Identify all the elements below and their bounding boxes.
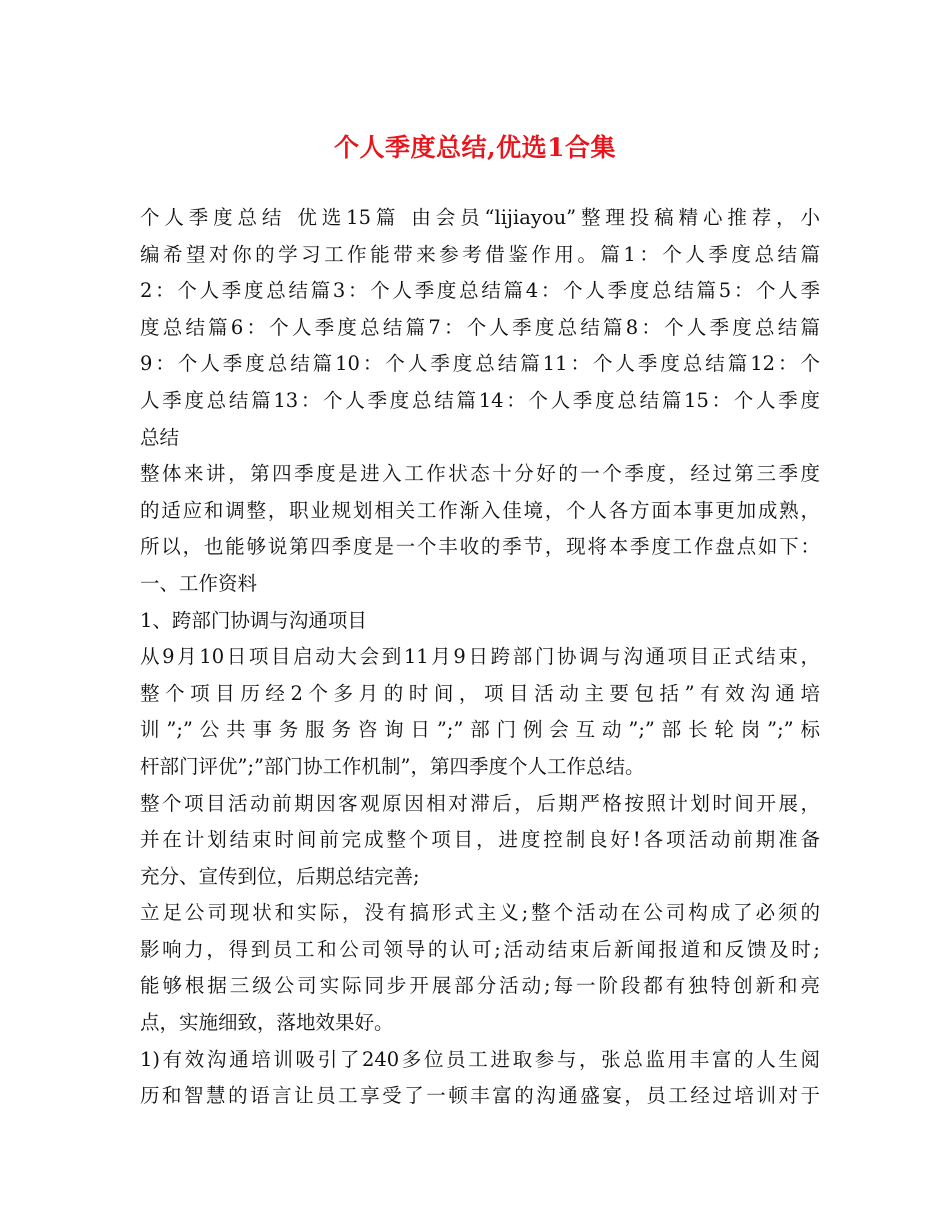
paragraph-line: 历和智慧的语言让员工享受了一顿丰富的沟通盛宴，员工经过培训对于 (140, 1084, 820, 1108)
paragraph-line: 杆部门评优”;”部门协工作机制”，第四季度个人工作总结。 (140, 754, 645, 778)
paragraph-line: 2：个人季度总结篇3：个人季度总结篇4：个人季度总结篇5：个人季 (140, 279, 820, 303)
paragraph-line: 能够根据三级公司实际同步开展部分活动;每一阶段都有独特创新和亮 (140, 974, 820, 998)
paragraph-line: 1)有效沟通培训吸引了240多位员工进取参与，张总监用丰富的人生阅 (140, 1047, 820, 1071)
document-title: 个人季度总结,优选1合集 (333, 133, 617, 162)
paragraph-line: 所以，也能够说第四季度是一个丰收的季节，现将本季度工作盘点如下： (140, 535, 820, 559)
paragraph-line: 9：个人季度总结篇10：个人季度总结篇11：个人季度总结篇12：个 (140, 352, 820, 376)
paragraph-line: 编希望对你的学习工作能带来参考借鉴作用。篇1：个人季度总结篇 (140, 242, 820, 266)
paragraph-line: 的适应和调整，职业规划相关工作渐入佳境，个人各方面本事更加成熟， (140, 498, 820, 522)
paragraph-line: 充分、宣传到位，后期总结完善; (140, 864, 420, 888)
paragraph-line: 整体来讲，第四季度是进入工作状态十分好的一个季度，经过第三季度 (140, 462, 820, 486)
paragraph-line: 影响力，得到员工和公司领导的认可;活动结束后新闻报道和反馈及时; (140, 937, 820, 961)
paragraph-line: 总结 (140, 425, 180, 449)
paragraph-line: 从9月10日项目启动大会到11月9日跨部门协调与沟通项目正式结束， (140, 645, 820, 669)
subsection-heading: 1、跨部门协调与沟通项目 (140, 608, 367, 632)
paragraph-line: 点，实施细致，落地效果好。 (140, 1011, 394, 1035)
paragraph-line: 整个项目活动前期因客观原因相对滞后，后期严格按照计划时间开展， (140, 791, 820, 815)
paragraph-line: 人季度总结篇13：个人季度总结篇14：个人季度总结篇15：个人季度 (140, 388, 820, 412)
paragraph-line: 整个项目历经2个多月的时间，项目活动主要包括”有效沟通培 (140, 681, 820, 705)
paragraph-line: 训”;”公共事务服务咨询日”;”部门例会互动”;”部长轮岗”;”标 (140, 718, 820, 742)
document-body (140, 200, 820, 1115)
paragraph-line: 立足公司现状和实际，没有搞形式主义;整个活动在公司构成了必须的 (140, 901, 820, 925)
paragraph-line: 度总结篇6：个人季度总结篇7：个人季度总结篇8：个人季度总结篇 (140, 315, 820, 339)
paragraph-line: 并在计划结束时间前完成整个项目，进度控制良好!各项活动前期准备 (140, 828, 820, 852)
section-heading: 一、工作资料 (140, 571, 258, 595)
paragraph-line: 个人季度总结 优选15篇 由会员“lijiayou”整理投稿精心推荐，小 (140, 206, 820, 229)
